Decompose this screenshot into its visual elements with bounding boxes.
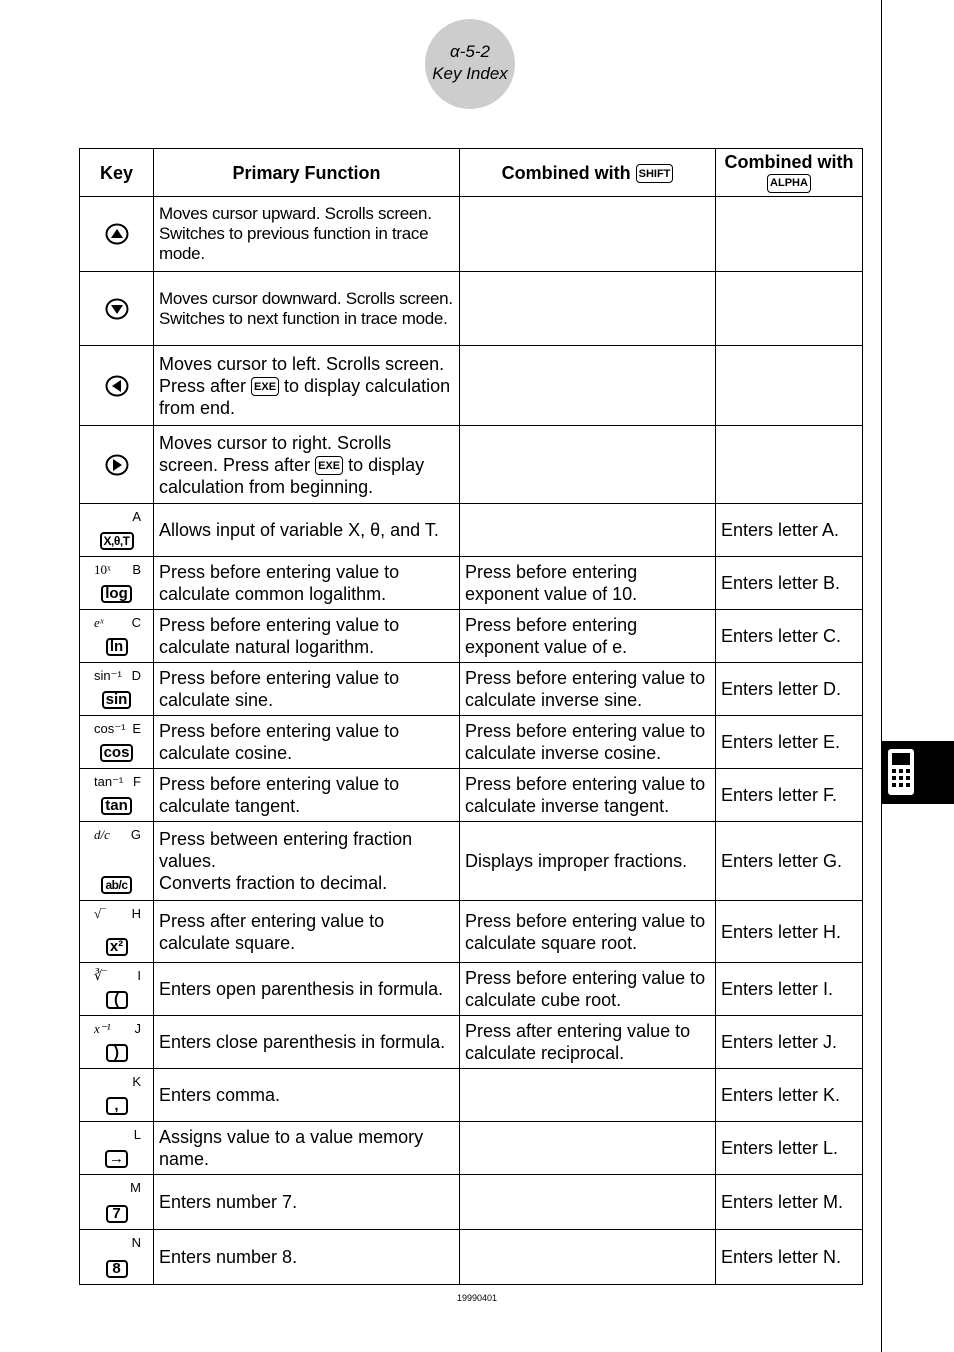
header-combined-alpha-label: Combined with bbox=[724, 152, 854, 173]
alpha-function-cell: Enters letter C. bbox=[716, 610, 863, 663]
section-badge bbox=[425, 19, 515, 109]
alpha-letter-label: D bbox=[131, 668, 141, 683]
calculator-key-icon: ab/c bbox=[101, 876, 131, 894]
alpha-function-cell bbox=[716, 346, 863, 426]
alpha-function-cell: Enters letter K. bbox=[716, 1069, 863, 1122]
calculator-key-icon: 8 bbox=[106, 1260, 128, 1278]
exe-key-icon: EXE bbox=[251, 377, 279, 396]
alpha-function-cell: Enters letter I. bbox=[716, 963, 863, 1016]
primary-function-cell: Press before entering value to calculate sine. bbox=[154, 663, 460, 716]
key-cell bbox=[80, 1069, 154, 1122]
shift-function-cell: Press before entering value to calculate inverse cosine. bbox=[460, 716, 716, 769]
shift-function-cell bbox=[460, 272, 716, 346]
alpha-function-cell: Enters letter F. bbox=[716, 769, 863, 822]
key-cell bbox=[80, 716, 154, 769]
shift-function-cell bbox=[460, 504, 716, 557]
exe-key-icon: EXE bbox=[315, 456, 343, 475]
alpha-function-cell: Enters letter L. bbox=[716, 1122, 863, 1175]
key-cell bbox=[80, 1175, 154, 1230]
calculator-key-icon: X,θ,T bbox=[100, 532, 134, 550]
table-row bbox=[80, 557, 863, 610]
primary-function-cell: Enters open parenthesis in formula. bbox=[154, 963, 460, 1016]
table-row bbox=[80, 769, 863, 822]
alpha-key-icon: ALPHA bbox=[767, 174, 811, 193]
key-cell bbox=[80, 197, 154, 272]
key-cell bbox=[80, 426, 154, 504]
shift-function-cell bbox=[460, 346, 716, 426]
table-row bbox=[80, 272, 863, 346]
shift-function-cell bbox=[460, 1175, 716, 1230]
alpha-function-cell: Enters letter H. bbox=[716, 901, 863, 963]
alpha-function-cell: Enters letter B. bbox=[716, 557, 863, 610]
key-cell bbox=[80, 963, 154, 1016]
header-combined-shift-label: Combined with bbox=[501, 162, 631, 183]
shift-function-cell bbox=[460, 1069, 716, 1122]
table-row bbox=[80, 197, 863, 272]
primary-function-cell bbox=[154, 822, 460, 901]
calculator-key-icon: 7 bbox=[106, 1205, 128, 1223]
alpha-function-cell bbox=[716, 272, 863, 346]
primary-function-cell: Enters close parenthesis in formula. bbox=[154, 1016, 460, 1069]
alpha-letter-label: M bbox=[130, 1180, 141, 1195]
alpha-letter-label: B bbox=[132, 562, 141, 577]
calculator-key-icon: tan bbox=[101, 797, 132, 815]
key-cell bbox=[80, 901, 154, 963]
table-row bbox=[80, 1230, 863, 1285]
key-cell bbox=[80, 663, 154, 716]
alpha-letter-label: G bbox=[130, 827, 141, 842]
primary-function-cell: Moves cursor upward. Scrolls screen. Switches to previous function in trace mode. bbox=[154, 197, 460, 272]
shift-function-cell: Press before entering value to calculate cube root. bbox=[460, 963, 716, 1016]
shift-function-label: x⁻¹ bbox=[94, 1021, 111, 1036]
alpha-letter-label: E bbox=[132, 721, 141, 736]
shift-function-cell: Press after entering value to calculate reciprocal. bbox=[460, 1016, 716, 1069]
shift-function-cell: Press before entering value to calculate square root. bbox=[460, 901, 716, 963]
calculator-key-icon: → bbox=[105, 1150, 128, 1168]
alpha-function-cell: Enters letter J. bbox=[716, 1016, 863, 1069]
shift-function-cell: Press before entering value to calculate inverse sine. bbox=[460, 663, 716, 716]
table-row bbox=[80, 901, 863, 963]
key-index-table bbox=[79, 148, 863, 1285]
table-row bbox=[80, 426, 863, 504]
primary-function-cell: Press before entering value to calculate tangent. bbox=[154, 769, 460, 822]
header-combined-alpha bbox=[716, 149, 863, 197]
page-title: Key Index bbox=[432, 64, 508, 83]
key-cell bbox=[80, 504, 154, 557]
table-row bbox=[80, 504, 863, 557]
alpha-letter-label: L bbox=[133, 1127, 141, 1142]
shift-function-cell: Displays improper fractions. bbox=[460, 822, 716, 901]
key-cell bbox=[80, 272, 154, 346]
shift-key-icon: SHIFT bbox=[636, 164, 674, 183]
primary-function-cell bbox=[154, 426, 460, 504]
page-edge-line bbox=[881, 0, 882, 1352]
calculator-key-icon: ) bbox=[106, 1044, 128, 1062]
table-row bbox=[80, 1175, 863, 1230]
calculator-key-icon: cos bbox=[100, 744, 134, 762]
alpha-function-cell: Enters letter E. bbox=[716, 716, 863, 769]
primary-text: Moves cursor to right. Scrolls screen. Press after bbox=[159, 432, 392, 475]
table-row bbox=[80, 716, 863, 769]
primary-text-line: Converts fraction to decimal. bbox=[159, 873, 388, 893]
alpha-function-cell: Enters letter N. bbox=[716, 1230, 863, 1285]
alpha-letter-label: A bbox=[132, 509, 141, 524]
key-cell bbox=[80, 822, 154, 901]
primary-text: to display calculation from beginning. bbox=[159, 454, 425, 497]
alpha-letter-label: J bbox=[134, 1021, 141, 1036]
alpha-function-cell: Enters letter M. bbox=[716, 1175, 863, 1230]
calculator-key-icon: log bbox=[101, 585, 132, 603]
key-cell bbox=[80, 769, 154, 822]
alpha-function-cell: Enters letter D. bbox=[716, 663, 863, 716]
alpha-letter-label: N bbox=[131, 1235, 141, 1250]
table-row bbox=[80, 963, 863, 1016]
calculator-key-icon: sin bbox=[102, 691, 132, 709]
primary-text: to display calculation from end. bbox=[159, 375, 451, 418]
key-cell bbox=[80, 1122, 154, 1175]
up-arrow-icon bbox=[103, 222, 131, 246]
calculator-key-icon: , bbox=[106, 1097, 128, 1115]
calculator-key-icon: x² bbox=[106, 938, 128, 956]
primary-function-cell: Press before entering value to calculate cosine. bbox=[154, 716, 460, 769]
table-row bbox=[80, 1122, 863, 1175]
left-arrow-icon bbox=[103, 374, 131, 398]
right-arrow-icon bbox=[103, 453, 131, 477]
key-cell bbox=[80, 1016, 154, 1069]
alpha-letter-label: K bbox=[132, 1074, 141, 1089]
alpha-letter-label: H bbox=[131, 906, 141, 921]
shift-function-label: d/c bbox=[94, 827, 110, 842]
shift-function-cell bbox=[460, 426, 716, 504]
primary-function-cell: Press before entering value to calculate common logalithm. bbox=[154, 557, 460, 610]
calculator-key-icon: ln bbox=[106, 638, 128, 656]
primary-function-cell: Allows input of variable X, θ, and T. bbox=[154, 504, 460, 557]
alpha-function-cell: Enters letter A. bbox=[716, 504, 863, 557]
shift-function-cell: Press before entering exponent value of 10. bbox=[460, 557, 716, 610]
shift-function-label: √‾ bbox=[94, 906, 106, 921]
table-header-row bbox=[80, 149, 863, 197]
alpha-function-cell bbox=[716, 197, 863, 272]
calculator-icon bbox=[887, 748, 915, 796]
key-cell bbox=[80, 557, 154, 610]
table-row bbox=[80, 1069, 863, 1122]
table-row bbox=[80, 346, 863, 426]
primary-function-cell bbox=[154, 346, 460, 426]
table-row bbox=[80, 822, 863, 901]
alpha-letter-label: F bbox=[133, 774, 141, 789]
shift-function-label: 10ˣ bbox=[94, 562, 111, 577]
shift-function-cell: Press before entering value to calculate inverse tangent. bbox=[460, 769, 716, 822]
shift-function-label: tan⁻¹ bbox=[94, 774, 124, 789]
shift-function-cell: Press before entering exponent value of e. bbox=[460, 610, 716, 663]
table-row bbox=[80, 1016, 863, 1069]
shift-function-cell bbox=[460, 1230, 716, 1285]
shift-function-label: sin⁻¹ bbox=[94, 668, 122, 683]
primary-function-cell: Press after entering value to calculate square. bbox=[154, 901, 460, 963]
table-row bbox=[80, 663, 863, 716]
header-key: Key bbox=[80, 149, 154, 197]
primary-function-cell: Moves cursor downward. Scrolls screen. Switches to next function in trace mode. bbox=[154, 272, 460, 346]
chapter-tab bbox=[882, 741, 954, 804]
shift-function-cell bbox=[460, 1122, 716, 1175]
key-cell bbox=[80, 1230, 154, 1285]
alpha-letter-label: I bbox=[137, 968, 141, 983]
section-number: α-5-2 bbox=[450, 42, 490, 61]
key-cell bbox=[80, 610, 154, 663]
primary-function-cell: Assigns value to a value memory name. bbox=[154, 1122, 460, 1175]
shift-function-label: cos⁻¹ bbox=[94, 721, 126, 736]
alpha-function-cell: Enters letter G. bbox=[716, 822, 863, 901]
primary-function-cell: Enters comma. bbox=[154, 1069, 460, 1122]
header-combined-shift bbox=[460, 149, 716, 197]
primary-function-cell: Enters number 7. bbox=[154, 1175, 460, 1230]
primary-text-line: Press between entering fraction values. bbox=[159, 829, 413, 871]
primary-text: Moves cursor to left. Scrolls screen. Press after bbox=[159, 353, 445, 396]
table-row bbox=[80, 610, 863, 663]
down-arrow-icon bbox=[103, 297, 131, 321]
shift-function-cell bbox=[460, 197, 716, 272]
alpha-function-cell bbox=[716, 426, 863, 504]
shift-function-label: eˣ bbox=[94, 615, 104, 630]
alpha-letter-label: C bbox=[131, 615, 141, 630]
key-cell bbox=[80, 346, 154, 426]
primary-function-cell: Enters number 8. bbox=[154, 1230, 460, 1285]
header-primary-function: Primary Function bbox=[154, 149, 460, 197]
shift-function-label: ∛‾ bbox=[94, 968, 107, 983]
primary-function-cell: Press before entering value to calculate natural logarithm. bbox=[154, 610, 460, 663]
calculator-key-icon: ( bbox=[106, 991, 128, 1009]
footer-code: 19990401 bbox=[456, 1293, 498, 1303]
